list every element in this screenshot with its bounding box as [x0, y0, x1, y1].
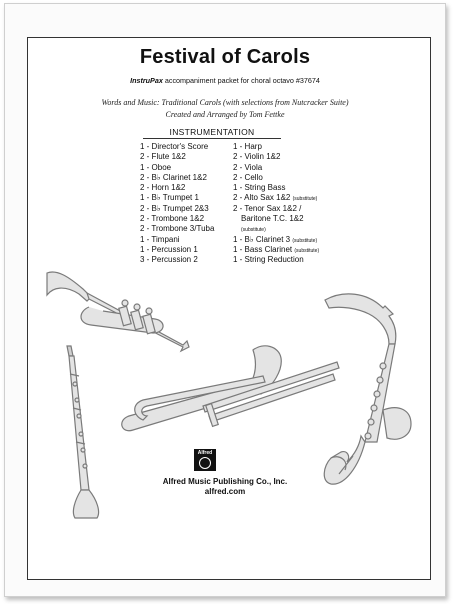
instrument-part: 2 - B♭ Clarinet 1&2	[140, 172, 207, 182]
instrument-part: 2 - Flute 1&2	[140, 152, 186, 162]
instrumentation-heading: INSTRUMENTATION	[169, 127, 255, 137]
trombone-icon	[113, 342, 343, 442]
instrument-part: 3 - Percussion 2	[140, 255, 198, 265]
instrumentation-column-1	[140, 142, 214, 266]
instrument-part: 1 - B♭ Clarinet 3 (substitute)	[233, 234, 318, 244]
substitute-note: (substitute)	[294, 247, 320, 254]
clarinet-icon	[61, 344, 107, 524]
instrument-part: 2 - Tenor Sax 1&2 /	[233, 203, 302, 213]
credits-words-music: Words and Music: Traditional Carols (with selections from Nutcracker Suite)	[101, 98, 349, 107]
logo-mark	[199, 457, 211, 469]
instrument-part: 1 - B♭ Trumpet 1	[140, 193, 199, 203]
instrument-part: 1 - String Bass	[233, 183, 286, 193]
cover-card	[4, 3, 446, 597]
instrument-part: 2 - Violin 1&2	[233, 152, 281, 162]
instrumentation-divider	[143, 138, 281, 139]
substitute-note: (substitute)	[292, 196, 318, 203]
instrument-part: 1 - Timpani	[140, 234, 180, 244]
instrument-part: Baritone T.C. 1&2	[241, 214, 304, 224]
publisher-info	[5, 477, 445, 497]
instrument-part: 1 - Percussion 1	[140, 244, 198, 254]
subtitle	[5, 76, 445, 85]
instrument-part: 2 - Viola	[233, 162, 263, 172]
alfred-logo-icon	[194, 449, 216, 471]
publisher-url[interactable]: alfred.com	[204, 487, 246, 496]
instrument-part: 2 - Trombone 1&2	[140, 214, 205, 224]
instrument-part: 2 - Alto Sax 1&2 (substitute)	[233, 193, 318, 203]
instrument-part: 1 - Harp	[233, 142, 262, 151]
instrumentation-column-2	[233, 142, 319, 266]
instrument-part: 1 - Oboe	[140, 162, 172, 172]
subtitle-text: accompaniment packet for choral octavo #37674	[162, 76, 320, 85]
instrument-part: 2 - Horn 1&2	[140, 183, 186, 193]
substitute-note: (substitute)	[241, 227, 266, 234]
instrument-part: 1 - String Reduction	[233, 255, 304, 265]
subtitle-brand: InstruPax	[130, 76, 163, 85]
credits-arranger: Created and Arranged by Tom Fettke	[165, 110, 285, 119]
page-title: Festival of Carols	[139, 46, 311, 68]
instrument-part: 2 - Cello	[233, 172, 263, 182]
substitute-note: (substitute)	[292, 237, 318, 244]
instrument-part: 2 - B♭ Trumpet 2&3	[140, 203, 209, 213]
instrument-part	[233, 224, 319, 234]
instrument-part: 1 - Director's Score	[140, 142, 209, 151]
credits	[5, 97, 445, 121]
instrument-part: 2 - Trombone 3/Tuba	[140, 224, 215, 234]
logo-text: Alfred	[197, 450, 213, 456]
saxophone-icon	[323, 286, 419, 496]
instrument-part: 1 - Bass Clarinet (substitute)	[233, 244, 320, 254]
publisher-name: Alfred Music Publishing Co., Inc.	[162, 477, 288, 486]
